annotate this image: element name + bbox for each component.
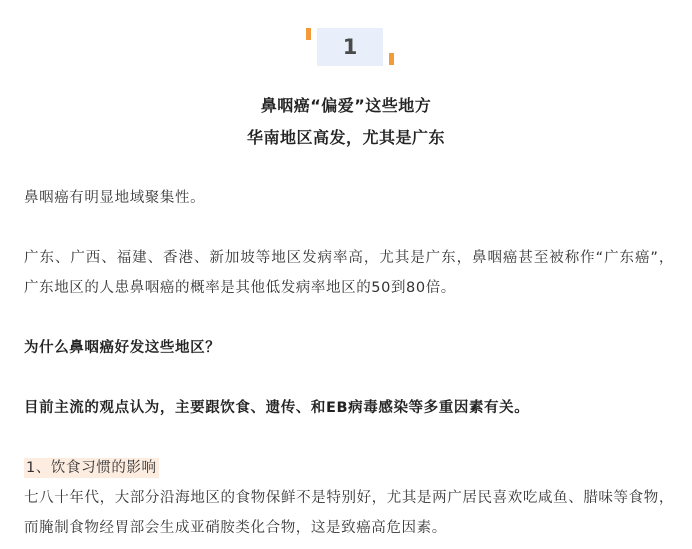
paragraph-region-clustering: 鼻咽癌有明显地域聚集性。 [24, 190, 206, 206]
subheading-diet [24, 453, 674, 483]
section-number-badge [306, 28, 398, 68]
paragraph-high-incidence-regions: 广东、广西、福建、香港、新加坡等地区发病率高，尤其是广东，鼻咽癌甚至被称作“广东癌”，广东地区的人患鼻咽癌的概率是其他低发病率地区的50到80倍。 [24, 250, 674, 296]
section-title-line2: 华南地区高发，尤其是广东 [246, 128, 445, 147]
badge-corner-bottom-right [389, 53, 394, 65]
paragraph-diet-details: 七八十年代，大部分沿海地区的食物保鲜不是特别好，尤其是两广居民喜欢吃咸鱼、腊味等食物，而腌制食物经胃部会生成亚硝胺类化合物，这是致癌高危因素。 [24, 490, 674, 536]
question-heading: 为什么鼻咽癌好发这些地区？ [24, 340, 221, 356]
section-number: 1 [317, 28, 383, 66]
subheading-diet-label: 1、饮食习惯的影响 [26, 460, 157, 476]
paragraph-main-factors: 目前主流的观点认为，主要跟饮食、遗传、和EB病毒感染等多重因素有关。 [24, 400, 530, 416]
badge-corner-top-left [306, 28, 311, 40]
section-title-line1: 鼻咽癌“偏爱”这些地方 [260, 96, 432, 115]
